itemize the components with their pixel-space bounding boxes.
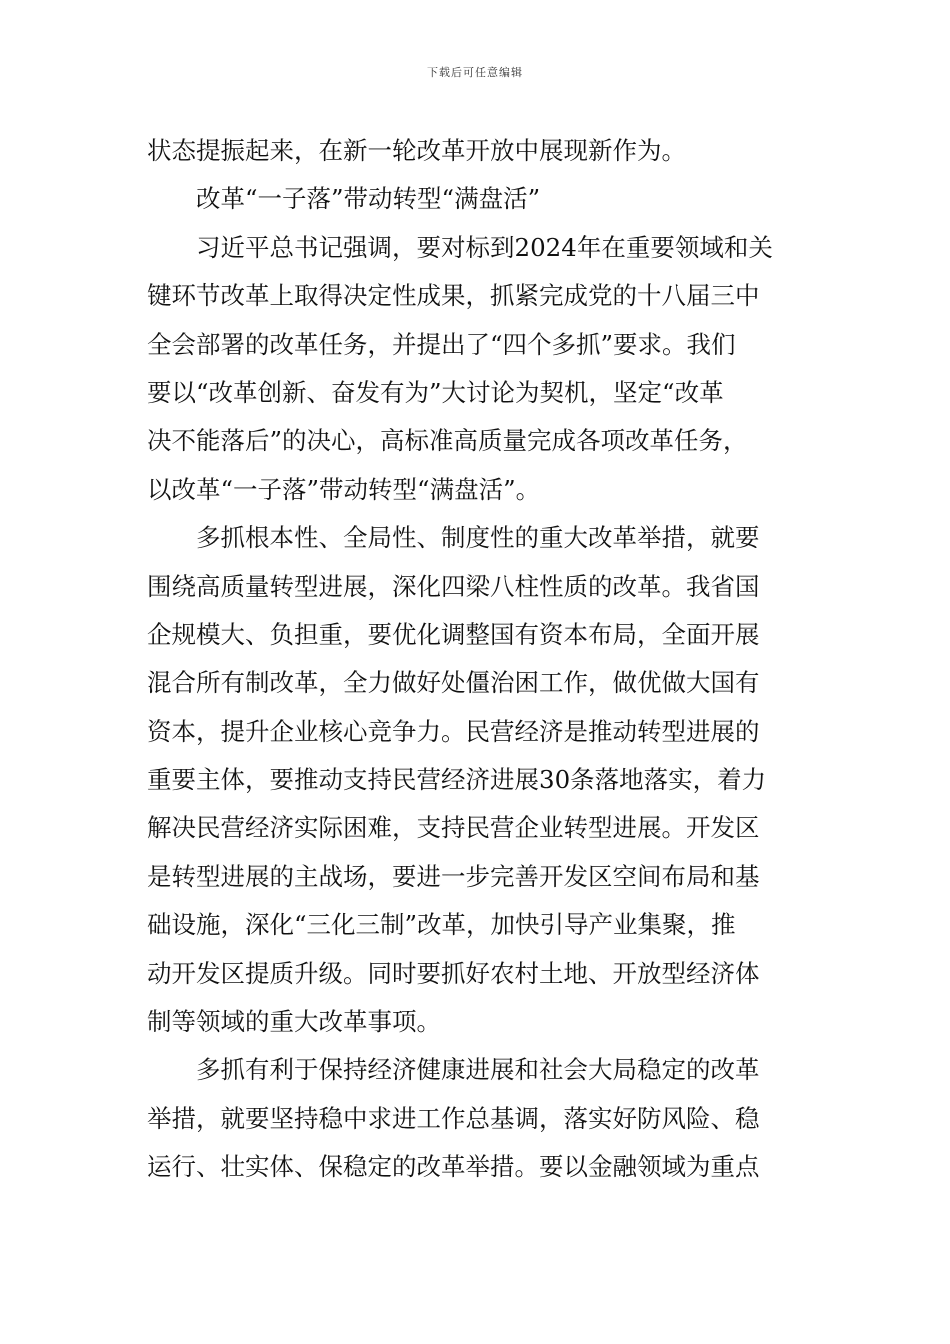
text-line: 习近平总书记强调，要对标到2024年在重要领域和关 [196,232,773,262]
text-line: 企规模大、负担重，要优化调整国有资本布局，全面开展 [147,619,760,649]
text-line: 制等领域的重大改革事项。 [147,1007,441,1037]
text-line: 运行、壮实体、保稳定的改革举措。要以金融领域为重点 [147,1152,760,1182]
text-line: 全会部署的改革任务，并提出了“四个多抓”要求。我们 [147,329,736,359]
text-line: 多抓根本性、全局性、制度性的重大改革举措，就要 [196,523,760,553]
text-line: 动开发区提质升级。同时要抓好农村土地、开放型经济体 [147,958,760,988]
text-line: 解决民营经济实际困难，支持民营企业转型进展。开发区 [147,813,760,843]
text-line: 改革“一子落”带动转型“满盘活” [196,184,541,214]
text-line: 决不能落后”的决心，高标准高质量完成各项改革任务， [147,426,748,456]
text-line: 举措，就要坚持稳中求进工作总基调，落实好防风险、稳 [147,1103,760,1133]
text-line: 围绕高质量转型进展，深化四梁八柱性质的改革。我省国 [147,571,760,601]
text-line: 要以“改革创新、奋发有为”大讨论为契机，坚定“改革 [147,377,724,407]
text-line: 础设施，深化“三化三制”改革，加快引导产业集聚，推 [147,910,736,940]
text-line: 重要主体，要推动支持民营经济进展30条落地落实，着力 [147,765,767,795]
text-line: 资本，提升企业核心竞争力。民营经济是推动转型进展的 [147,716,760,746]
page-header: 下载后可任意编辑 [427,66,523,79]
text-line: 状态提振起来，在新一轮改革开放中展现新作为。 [147,136,686,165]
text-line: 混合所有制改革，全力做好处僵治困工作，做优做大国有 [147,668,760,698]
text-line: 以改革“一子落”带动转型“满盘活”。 [147,474,541,504]
document-body [147,127,807,1192]
text-line: 键环节改革上取得决定性成果，抓紧完成党的十八届三中 [147,281,760,311]
text-line: 是转型进展的主战场，要进一步完善开发区空间布局和基 [147,861,760,891]
text-line: 多抓有利于保持经济健康进展和社会大局稳定的改革 [196,1055,760,1085]
